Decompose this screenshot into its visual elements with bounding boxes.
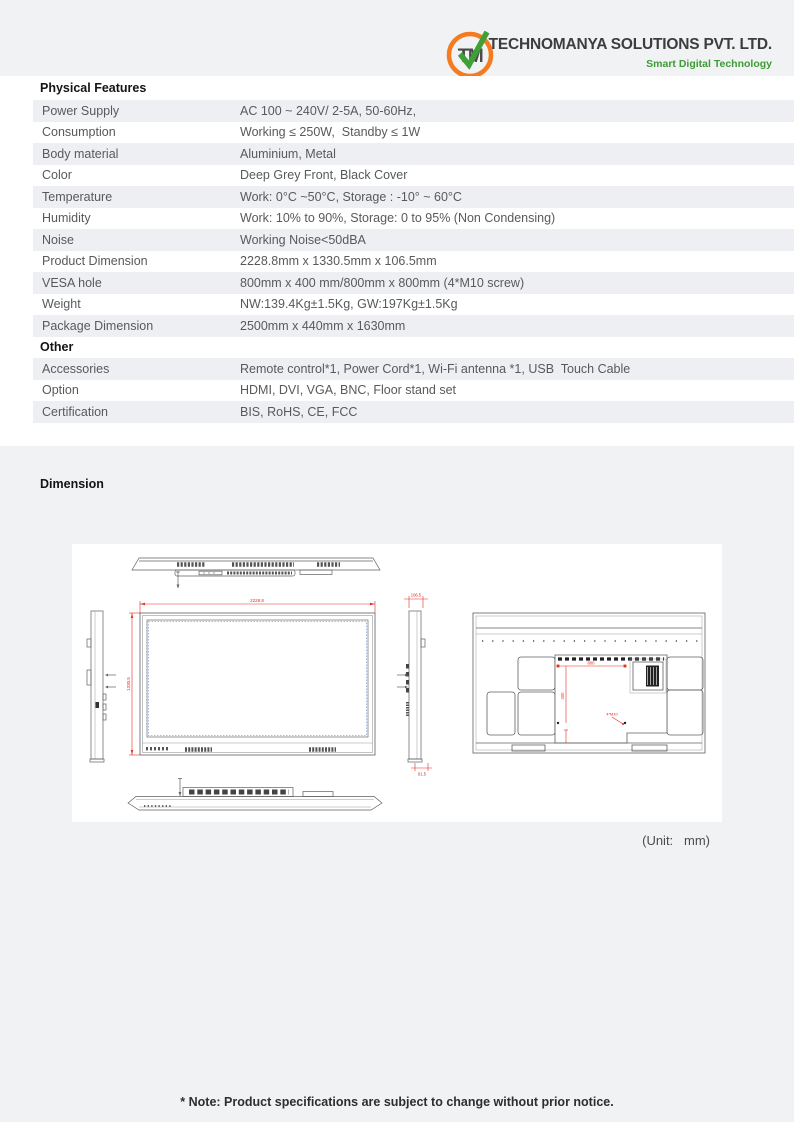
header [0, 22, 794, 80]
spec-label: Weight [42, 297, 81, 312]
spec-label: Certification [42, 404, 108, 419]
spec-label: Body material [42, 146, 119, 161]
spec-label: VESA hole [42, 275, 102, 290]
front-port-icons [146, 747, 168, 750]
table-row [33, 165, 794, 187]
table-row [33, 208, 794, 230]
spec-label: Noise [42, 232, 74, 247]
unit-label: (Unit: mm) [642, 833, 710, 848]
table-row [33, 272, 794, 294]
spec-value: Working ≤ 250W, Standby ≤ 1W [240, 125, 421, 140]
table-row [33, 251, 794, 273]
spec-value: Remote control*1, Power Cord*1, Wi-Fi antenna *1, USB Touch Cable [240, 361, 631, 376]
vesa-screw-label: 4*M10 [606, 711, 618, 717]
spec-value: HDMI, DVI, VGA, BNC, Floor stand set [240, 383, 457, 398]
spec-value: Work: 0°C ~50°C, Storage : -10° ~ 60°C [240, 189, 462, 204]
bottom-view-drawing [128, 778, 382, 810]
technical-drawing [72, 544, 722, 822]
spec-value: Working Noise<50dBA [240, 232, 366, 247]
section-title-other: Other [40, 340, 74, 355]
spec-label: Humidity [42, 211, 91, 226]
company-tagline: Smart Digital Technology [646, 58, 772, 70]
table-row [33, 143, 794, 165]
section-title-physical-features: Physical Features [40, 81, 147, 95]
right-side-view-drawing [397, 611, 425, 762]
table-row [33, 186, 794, 208]
dimension-drawing-panel [72, 544, 722, 822]
table-row [33, 122, 794, 144]
spec-label: Temperature [42, 189, 113, 204]
spec-value: Aluminium, Metal [240, 146, 336, 161]
rear-view-drawing [473, 613, 705, 753]
dimension-heading: Dimension [40, 477, 104, 491]
table-row [33, 380, 794, 402]
front-height-dim-label: 1330.5 [126, 677, 131, 691]
spec-label: Package Dimension [42, 318, 154, 333]
table-row [33, 358, 794, 380]
spec-value: NW:139.4Kg±1.5Kg, GW:197Kg±1.5Kg [240, 297, 458, 312]
spec-label: Option [42, 383, 79, 398]
table-row [33, 229, 794, 251]
spec-label: Power Supply [42, 103, 120, 118]
table-row [33, 100, 794, 122]
side-bottom-dim-label: 91.5 [417, 771, 427, 777]
front-width-dim-label: 2228.8 [250, 598, 264, 603]
left-side-view-drawing [87, 611, 116, 762]
table-row [33, 401, 794, 423]
spec-table [0, 76, 794, 446]
spec-value: 2228.8mm x 1330.5mm x 106.5mm [240, 254, 437, 269]
front-view-drawing [140, 613, 375, 755]
table-row [33, 315, 794, 337]
spec-value: Work: 10% to 90%, Storage: 0 to 95% (Non Condensing) [240, 211, 556, 226]
spec-label: Accessories [42, 361, 110, 376]
spec-label: Consumption [42, 125, 116, 140]
logo-monogram: TM [457, 46, 483, 67]
vesa-height-dim-label: 400 [560, 692, 565, 700]
vesa-width-dim-label: 800 [587, 660, 595, 666]
company-name: TECHNOMANYA SOLUTIONS PVT. LTD. [488, 36, 772, 53]
spec-value: 2500mm x 440mm x 1630mm [240, 318, 406, 333]
spec-label: Color [42, 168, 72, 183]
top-view-drawing [132, 558, 380, 589]
footer-note: * Note: Product specifications are subject to change without prior notice. [180, 1095, 614, 1109]
side-depth-dim-label: 106.5 [410, 592, 422, 598]
spec-value: 800mm x 400 mm/800mm x 800mm (4*M10 screw) [240, 275, 525, 290]
table-row [33, 294, 794, 316]
spec-value: Deep Grey Front, Black Cover [240, 168, 408, 183]
spec-value: AC 100 ~ 240V/ 2-5A, 50-60Hz, [240, 103, 417, 118]
spec-value: BIS, RoHS, CE, FCC [240, 404, 358, 419]
spec-label: Product Dimension [42, 254, 148, 269]
